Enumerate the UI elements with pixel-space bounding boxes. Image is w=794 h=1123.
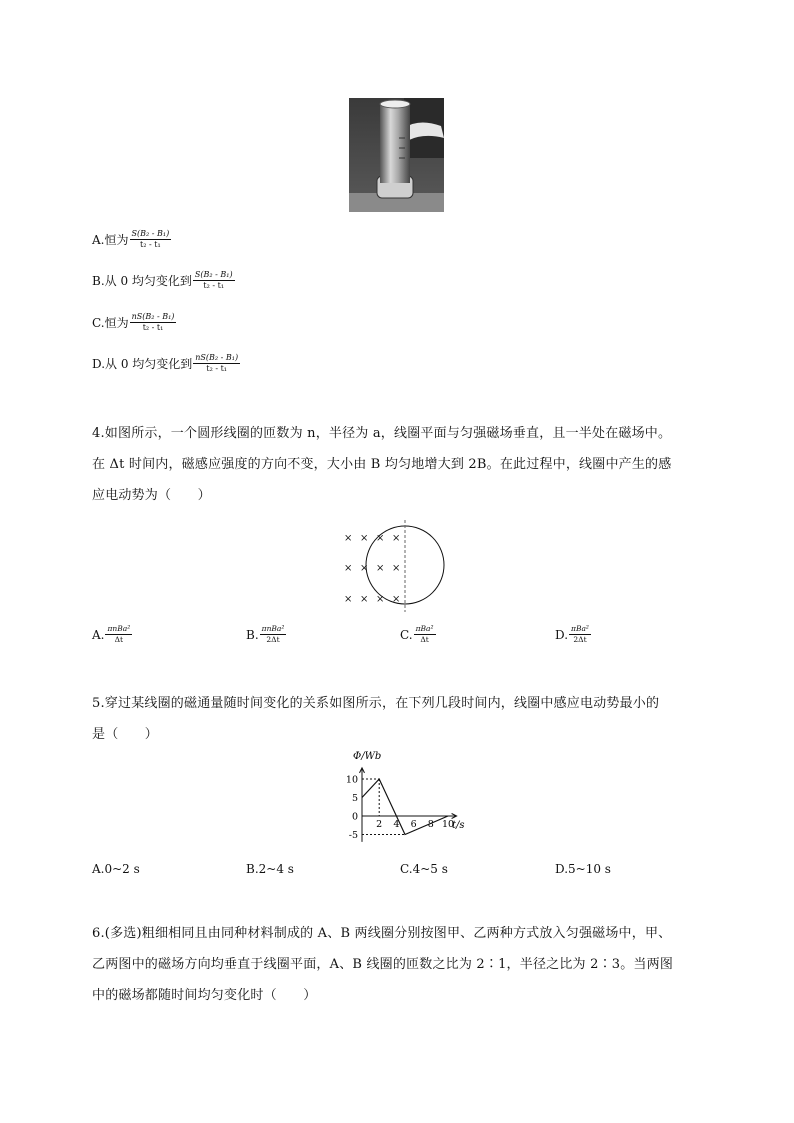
- option-fraction: [569, 624, 591, 645]
- q6-line-3: 中的磁场都随时间均匀变化时（ ）: [92, 988, 317, 1003]
- fraction-denominator: t₂ - t₁: [142, 323, 164, 332]
- fraction-denominator: 2Δt: [573, 635, 587, 644]
- field-mark: ×: [360, 563, 369, 574]
- y-tick-label: 10: [345, 774, 358, 786]
- q5-line-2: 是（ ）: [92, 727, 159, 742]
- x-tick-label: 2: [376, 819, 383, 830]
- q5-line-1: 5.穿过某线圈的磁通量随时间变化的关系如图所示，在下列几段时间内，线圈中感应电动势最小的: [92, 696, 660, 711]
- option-fraction: [105, 624, 132, 645]
- q6-line-2: 乙两图中的磁场方向均垂直于线圈平面，A、B 线圈的匝数之比为 2∶1，半径之比为 2∶3。当两图: [92, 957, 674, 972]
- option-fraction: [414, 624, 436, 645]
- option-prefix: 恒为: [104, 233, 129, 247]
- option-prefix: 恒为: [104, 316, 129, 330]
- option-prefix: 从 0 均匀变化到: [105, 357, 193, 371]
- option-text: 5~10 s: [568, 862, 611, 876]
- option-fraction: [193, 270, 235, 291]
- q4-option-b[interactable]: [246, 624, 286, 645]
- q4-stem: [92, 418, 712, 511]
- fraction-denominator: t₂ - t₁: [206, 364, 228, 373]
- q3-option-a[interactable]: [92, 229, 171, 250]
- option-text: 4~5 s: [412, 862, 448, 876]
- field-mark: ×: [392, 533, 401, 544]
- fraction-denominator: t₂ - t₁: [203, 281, 225, 290]
- fraction-numerator: nS(B₂ - B₁): [131, 312, 175, 321]
- field-mark: ×: [360, 533, 369, 544]
- option-letter: B.: [246, 862, 259, 876]
- field-mark: ×: [344, 533, 353, 544]
- option-letter: C.: [92, 315, 105, 330]
- field-mark: ×: [376, 533, 385, 544]
- option-fraction: [130, 312, 177, 333]
- q4-coil-field-diagram: [335, 515, 455, 615]
- y-tick-label: 5: [351, 793, 358, 804]
- fraction-denominator: Δt: [420, 635, 429, 644]
- fraction-numerator: S(B₂ - B₁): [131, 229, 170, 238]
- q4-option-c[interactable]: [400, 624, 436, 645]
- fraction-denominator: 2Δt: [266, 635, 280, 644]
- fraction-denominator: t₂ - t₁: [140, 240, 161, 249]
- x-tick-label: 6: [410, 819, 417, 830]
- flux-series-line: [362, 779, 448, 835]
- field-mark: ×: [344, 594, 353, 605]
- q5-option-c[interactable]: [400, 862, 448, 876]
- field-mark: ×: [392, 563, 401, 574]
- option-letter: D.: [555, 627, 569, 642]
- q4-line-2: 在 Δt 时间内，磁感应强度的方向不变，大小由 B 均匀地增大到 2B。在此过程中，线圈中产生的感: [92, 457, 672, 472]
- y-tick-label: 0: [351, 811, 358, 823]
- option-prefix: 从 0 均匀变化到: [104, 274, 192, 288]
- q3-option-b[interactable]: [92, 270, 235, 291]
- q3-option-d[interactable]: [92, 353, 240, 374]
- magnet-tube-photo: [349, 98, 444, 212]
- q5-stem: [92, 688, 712, 750]
- q5-option-d[interactable]: [555, 862, 611, 876]
- x-tick-label: 8: [427, 819, 434, 830]
- x-tick-label: 4: [393, 819, 400, 830]
- fraction-numerator: S(B₂ - B₁): [194, 270, 233, 279]
- field-mark: ×: [376, 563, 385, 574]
- field-mark: ×: [376, 594, 385, 605]
- option-letter: D.: [92, 356, 106, 371]
- option-fraction: [193, 353, 240, 374]
- option-letter: C.: [400, 627, 413, 642]
- option-letter: A.: [92, 862, 105, 876]
- y-axis-label: Φ/Wb: [353, 751, 382, 762]
- option-text: 2~4 s: [258, 862, 294, 876]
- option-letter: C.: [400, 862, 413, 876]
- q3-option-c[interactable]: [92, 312, 176, 333]
- x-axis-label: t/s: [452, 820, 465, 831]
- q5-option-a[interactable]: [92, 862, 140, 876]
- q4-line-3: 应电动势为（ ）: [92, 488, 211, 503]
- x-tick-label: 10: [441, 819, 455, 830]
- fraction-numerator: πBa²: [571, 624, 589, 633]
- field-mark: ×: [392, 594, 401, 605]
- field-mark: ×: [360, 594, 369, 605]
- q6-stem: [92, 918, 712, 1011]
- q5-flux-chart: [325, 746, 475, 852]
- q5-option-b[interactable]: [246, 862, 294, 876]
- option-letter: A.: [92, 627, 105, 642]
- option-fraction: [260, 624, 287, 645]
- option-fraction: [130, 229, 172, 250]
- q4-option-d[interactable]: [555, 624, 591, 645]
- fraction-numerator: πnBa²: [107, 624, 131, 633]
- option-text: 0~2 s: [104, 862, 140, 876]
- option-letter: D.: [555, 862, 569, 876]
- option-letter: B.: [246, 627, 259, 642]
- q4-line-1: 4.如图所示，一个圆形线圈的匝数为 n，半径为 a，线圈平面与匀强磁场垂直，且一半处在磁场中。: [92, 426, 672, 441]
- fraction-numerator: πBa²: [415, 624, 434, 633]
- fraction-denominator: Δt: [114, 635, 124, 644]
- y-tick-label: -5: [348, 830, 358, 841]
- fraction-numerator: πnBa²: [261, 624, 285, 633]
- option-letter: A.: [92, 232, 105, 247]
- field-mark: ×: [344, 563, 353, 574]
- q4-option-a[interactable]: [92, 624, 132, 645]
- option-letter: B.: [92, 273, 105, 288]
- q6-line-1: 6.(多选)粗细相同且由同种材料制成的 A、B 两线圈分别按图甲、乙两种方式放入匀强磁场中，甲、: [92, 926, 672, 941]
- fraction-numerator: nS(B₂ - B₁): [195, 353, 239, 362]
